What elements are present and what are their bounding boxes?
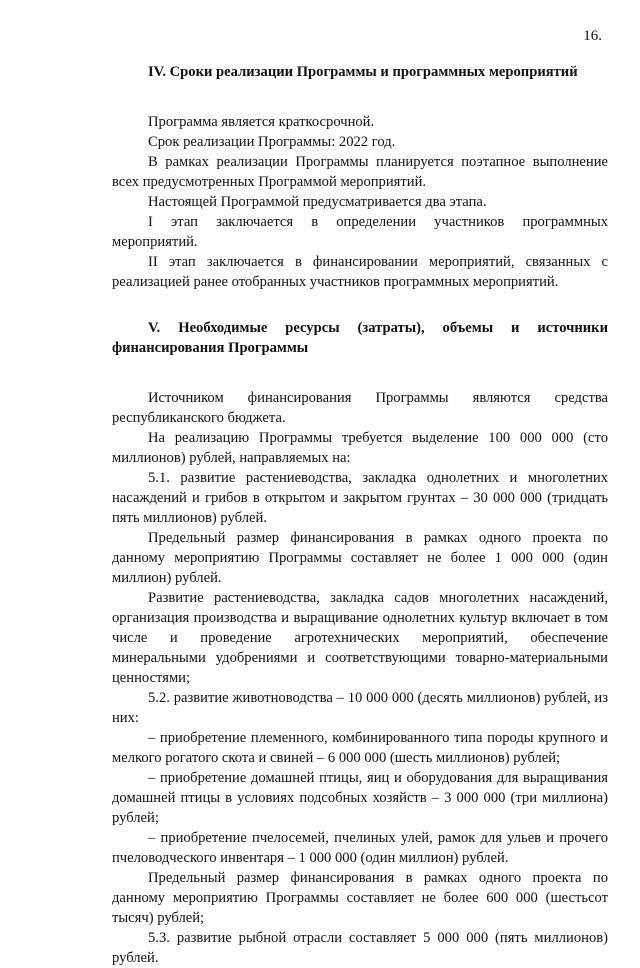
section-5-heading: V. Необходимые ресурсы (затраты), объемы и источники финансирования Программы	[112, 320, 608, 356]
paragraph: Настоящей Программой предусматривается два этапа.	[148, 194, 487, 210]
paragraph: 5.1. развитие растениеводства, закладка однолетних и многолетних насаждений и грибов в открытом и закрытом грунтах – 30 000 000 (тридцать пять миллионов) рублей.	[112, 470, 608, 526]
paragraph: В рамках реализации Программы планируется поэтапное выполнение всех предусмотренных Программой мероприятий.	[112, 154, 608, 190]
page-number: 16.	[583, 28, 602, 44]
paragraph: Срок реализации Программы: 2022 год.	[148, 134, 396, 150]
paragraph: На реализацию Программы требуется выделение 100 000 000 (сто миллионов) рублей, направляемых на:	[112, 430, 608, 466]
section-4-heading: IV. Сроки реализации Программы и программных мероприятий	[148, 64, 578, 80]
paragraph: Программа является краткосрочной.	[148, 114, 375, 130]
paragraph: I этап заключается в определении участников программных мероприятий.	[112, 214, 608, 250]
paragraph: 5.2. развитие животноводства – 10 000 000 (десять миллионов) рублей, из них:	[112, 690, 608, 726]
list-item: – приобретение пчелосемей, пчелиных улей, рамок для ульев и прочего пчеловодческого инвентаря – 1 000 000 (один миллион) рублей.	[112, 830, 608, 866]
list-item: – приобретение племенного, комбинированного типа породы крупного и мелкого рогатого скота и свиней – 6 000 000 (шесть миллионов) рублей;	[112, 730, 608, 766]
paragraph: 5.3. развитие рыбной отрасли составляет 5 000 000 (пять миллионов) рублей.	[112, 930, 608, 966]
list-item: – приобретение домашней птицы, яиц и оборудования для выращивания домашней птицы в условиях подсобных хозяйств – 3 000 000 (три миллиона) рублей;	[112, 770, 608, 826]
paragraph: II этап заключается в финансировании мероприятий, связанных с реализацией ранее отобранных участников программных мероприятий.	[112, 254, 608, 290]
paragraph: Источником финансирования Программы являются средства республиканского бюджета.	[112, 390, 608, 426]
paragraph: Предельный размер финансирования в рамках одного проекта по данному мероприятию Программы составляет не более 600 000 (шестьсот тысяч) рублей;	[112, 870, 608, 926]
paragraph: Предельный размер финансирования в рамках одного проекта по данному мероприятию Программы составляет не более 1 000 000 (один миллион) рублей.	[112, 530, 608, 586]
paragraph: Развитие растениеводства, закладка садов многолетних насаждений, организация производства и выращивание однолетних культур включает в том числе и проведение агротехнических мероприятий, обеспечение минеральными удобрениями и соответствующими товарно-материальными ценностями;	[112, 590, 608, 686]
